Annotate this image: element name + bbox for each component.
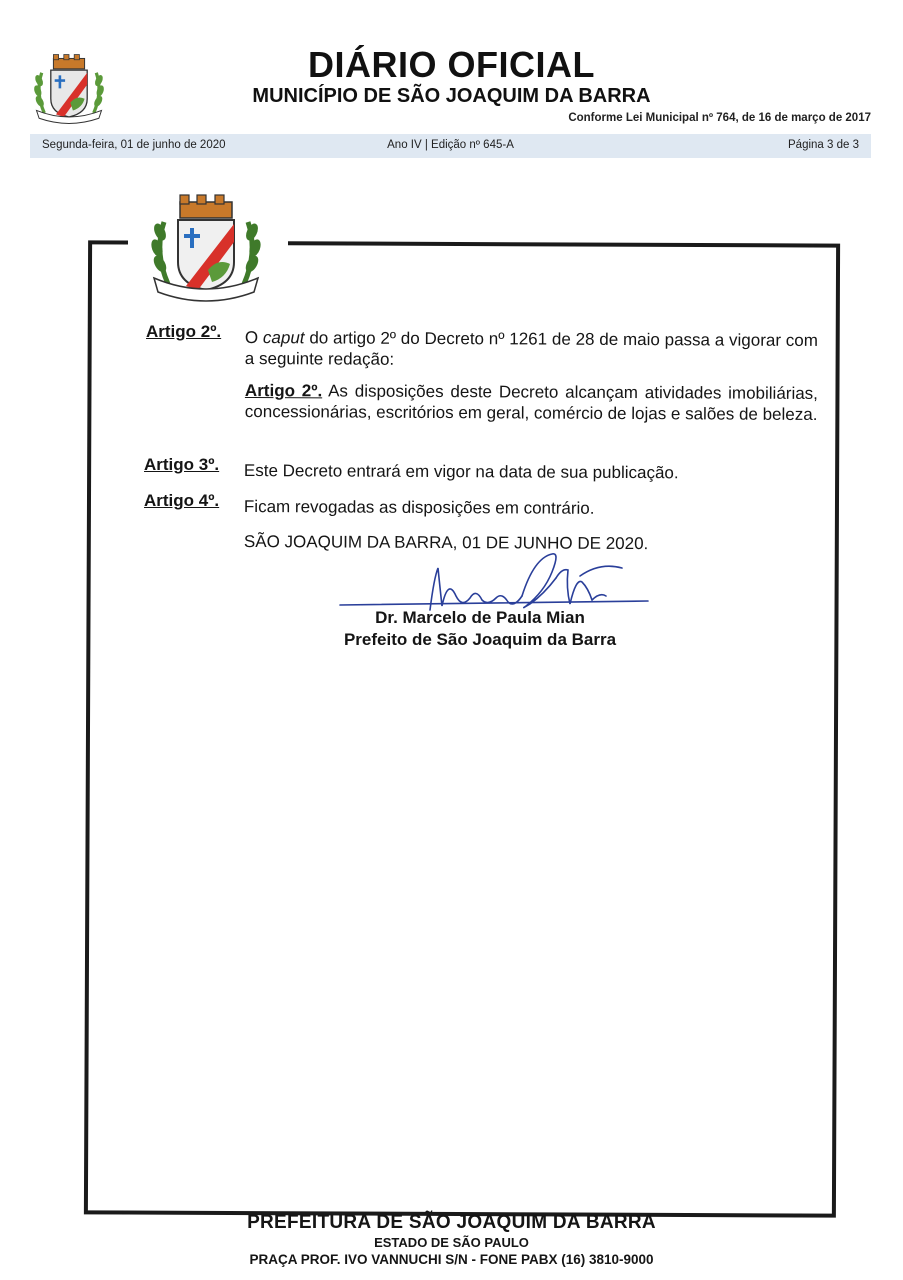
document-crest-icon: [146, 192, 266, 302]
law-reference: Conforme Lei Municipal nº 764, de 16 de março de 2017: [568, 112, 871, 124]
article-2-text: [245, 327, 818, 372]
amended-article-2-block: [245, 380, 818, 425]
article-4-label: Artigo 4º.: [144, 491, 220, 510]
page-indicator: Página 3 de 3: [788, 139, 859, 151]
article-2-caput: caput: [262, 328, 305, 348]
place-and-date: SÃO JOAQUIM DA BARRA, 01 DE JUNHO DE 2020.: [243, 532, 649, 554]
signer-name: Dr. Marcelo de Paula Mian: [375, 608, 585, 627]
footer-state: ESTADO DE SÃO PAULO: [374, 1235, 529, 1250]
signer-role: Prefeito de São Joaquim da Barra: [343, 630, 617, 649]
edition-number: Ano IV | Edição nº 645-A: [387, 139, 514, 151]
footer-institution: PREFEITURA DE SÃO JOAQUIM DA BARRA: [247, 1212, 656, 1233]
article-3-label: Artigo 3º.: [144, 455, 220, 474]
article-3-text: Este Decreto entrará em vigor na data de sua publicação.: [243, 461, 679, 483]
amended-article-2-text: As disposições deste Decreto alcançam atividades imobiliárias, concessionárias, escritórios em geral, comércio de lojas e salões de beleza.: [244, 381, 818, 424]
article-2-label: Artigo 2º.: [146, 322, 222, 341]
gazette-title: DIÁRIO OFICIAL: [308, 44, 595, 85]
edition-info-bar: [30, 134, 871, 158]
article-4-text: Ficam revogadas as disposições em contrário.: [243, 497, 595, 518]
amended-article-2-label: Artigo 2º.: [244, 381, 323, 401]
footer-address: PRAÇA PROF. IVO VANNUCHI S/N - FONE PABX (16) 3810-9000: [249, 1252, 654, 1267]
article-2-text-suffix: do artigo 2º do Decreto nº 1261 de 28 de maio passa a vigorar com a seguinte redação:: [244, 328, 818, 369]
article-2-text-prefix: O: [244, 328, 264, 348]
publication-date: Segunda-feira, 01 de junho de 2020: [42, 139, 226, 151]
gazette-subtitle: MUNICÍPIO DE SÃO JOAQUIM DA BARRA: [252, 85, 651, 107]
